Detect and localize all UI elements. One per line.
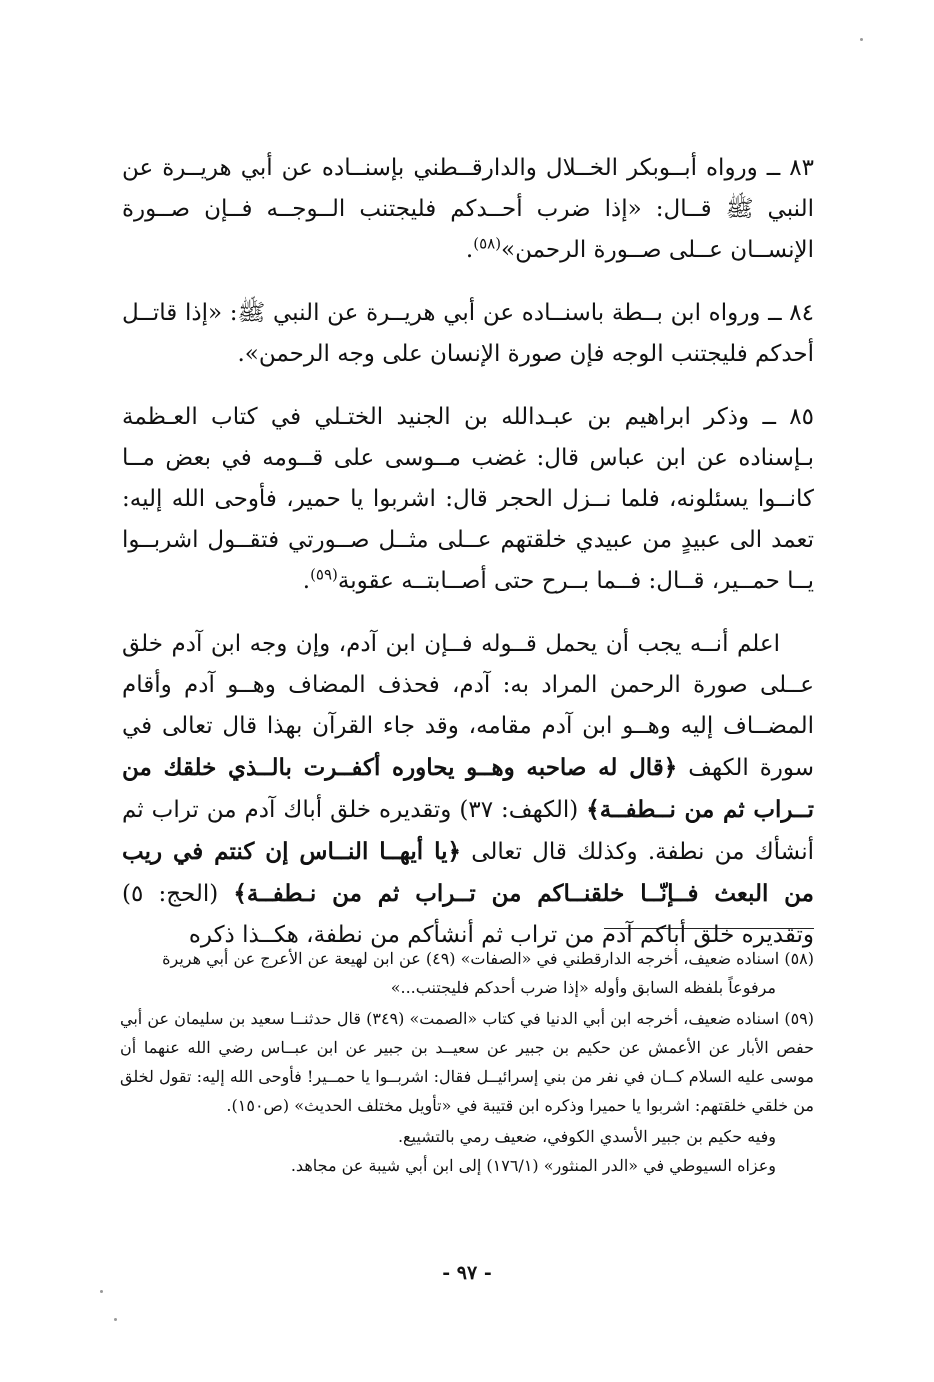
paragraph-83	[122, 148, 814, 271]
commentary-text-c: (الحج: ٥) وتقديره خلق أباكم آدم من تراب ثم أنشأكم من نطفة، هكــذا ذكره	[122, 881, 814, 948]
quran-verse-kahf: ﴿قال له صاحبه وهــو يحاوره أكفــرت بالــذي خلقك من تــراب ثم من نــطفــة﴾	[122, 754, 814, 823]
paragraph-85-text: ٨٥ ــ وذكر ابراهيم بن عبـدالله بن الجنيد الختـلي في كتاب العـظمة بـإسناده عن ابن عباس قال: غضب مــوسى على قــومه في بعض مــا كانــوا يسئلونه، فلما نــزل الحجر قال: اشربوا يا حمير، فأوحى الله إليه: تعمد الى عبيدٍ من عبيدي خلقتهم عــلى مثــل صــورتي فتقــول اشربــوا يــا حمــير، قــال: فــما بــرح حتى أصــابتــه عقوبة	[122, 404, 814, 594]
footnote-58	[120, 944, 814, 1002]
page-number: - ٩٧ -	[442, 1262, 492, 1284]
scan-speck	[860, 38, 863, 41]
footnotes	[120, 944, 814, 1180]
paragraph-83-end: .	[465, 237, 474, 263]
footnote-59-note1: وفيه حكيم بن جبير الأسدي الكوفي، ضعيف رمي بالتشييع.	[397, 1127, 776, 1146]
commentary-text-b: (الكهف: ٣٧) وتقديره خلق أباك آدم من تراب ثم أنشأك من نطفة. وكذلك قال تعالى	[122, 797, 814, 865]
commentary-paragraph	[122, 624, 814, 956]
footnote-ref-58: (٥٨)	[473, 234, 502, 253]
footnote-divider	[604, 928, 814, 929]
scan-speck	[114, 1318, 117, 1321]
footnote-58-line2: مرفوعاً بلفظه السابق وأوله «إذا ضرب أحدكم فليجتنب...»	[390, 978, 776, 997]
paragraph-85	[122, 397, 814, 602]
footnote-59-note2: وعزاه السيوطي في «الدر المنثور» (١٧٦/١) إلى ابن أبي شيبة عن مجاهد.	[290, 1156, 776, 1175]
footnote-58-line1: (٥٨) اسناده ضعيف، أخرجه الدارقطني في «الصفات» (٤٩) عن ابن لهيعة عن الأعرج عن أبي هريرة	[162, 949, 814, 968]
paragraph-85-end: .	[302, 568, 311, 594]
footnote-ref-59: (٥٩)	[310, 565, 338, 584]
paragraph-84: ٨٤ ــ ورواه ابن بــطة باسنــاده عن أبي هريــرة عن النبي ﷺ: «إذا قاتــل أحدكم فليجتنب الوجه فإن صورة الإنسان على وجه الرحمن».	[122, 300, 814, 367]
footnote-59: (٥٩) اسناده ضعيف، أخرجه ابن أبي الدنيا في كتاب «الصمت» (٣٤٩) قال حدثنــا سعيد بن سليمان عن أبي حفص الأبار عن الأعمش عن حكيم بن جبير عن سعيــد بن جبير عن ابن عبــاس رضي الله عنهما أن موسى عليه السلام كــان في نفر من بني إسرائيــل فقال: اشربــوا يا حمــير! فأوحى الله إليه: تقول لخلق من خلقي خلقتهم: اشربوا يا حميرا وذكره ابن قتيبة في «تأويل مختلف الحديث» (ص١٥٠).	[120, 1009, 814, 1115]
scan-speck	[100, 1290, 103, 1293]
quran-verse-hajj: ﴿يا أيهــا النــاس إن كنتم في ريب من البعث فــإنّــا خلقنــاكم من تــراب ثم من نـطفــة﴾	[122, 838, 814, 907]
main-text	[122, 148, 814, 956]
paragraph-83-text: ٨٣ ــ ورواه أبــوبكر الخــلال والدارقــطني بإسنــاده عن أبي هريــرة عن النبي ﷺ قــال: «إذا ضرب أحــدكم فليجتنب الــوجــه فــإن صــورة الإنســان عــلى صــورة الرحمن»	[122, 155, 814, 263]
commentary-text-a: اعلم أنــه يجب أن يحمل قــوله فــإن ابن آدم، وإن وجه ابن آدم خلق عــلى صورة الرحمن المراد به: آدم، فحذف المضاف وهــو آدم وأقام المضــاف إليه وهــو ابن آدم مقامه، وقد جاء القرآن بهذا قال تعالى في سورة الكهف	[122, 631, 814, 781]
